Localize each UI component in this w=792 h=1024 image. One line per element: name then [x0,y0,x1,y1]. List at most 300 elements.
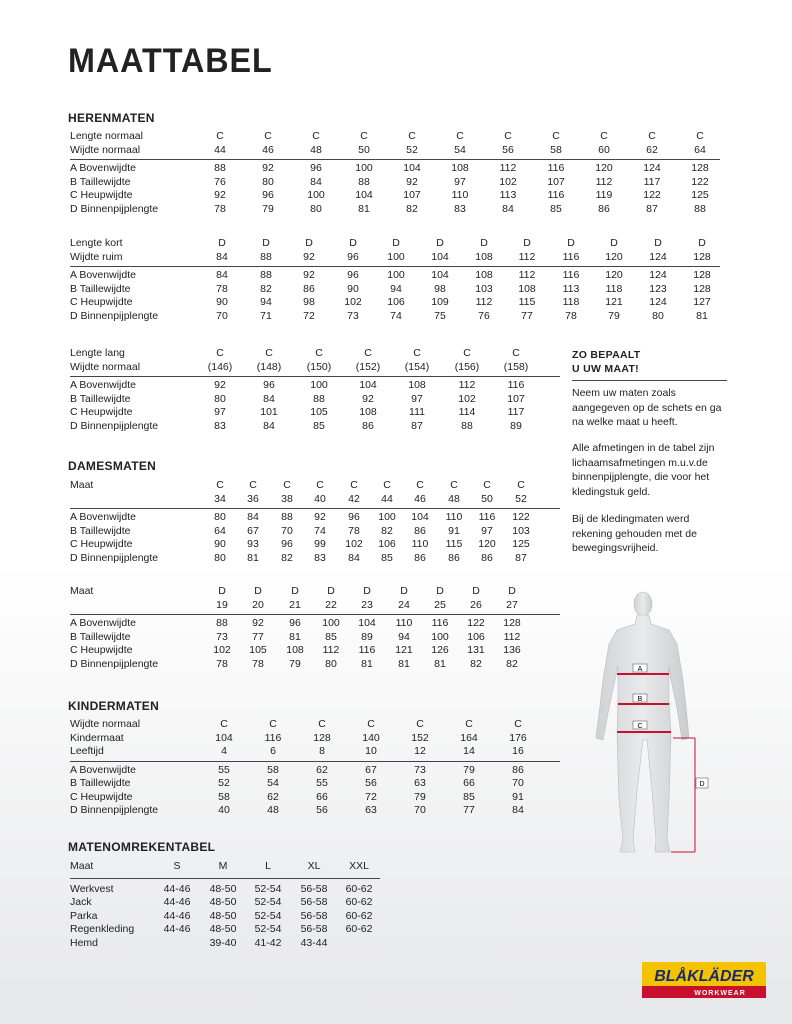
table-cell: 60-62 [345,909,373,922]
table-cell: 96 [347,250,359,263]
table-cell: 96 [347,269,359,281]
table-cell: 85 [325,630,337,643]
table-cell: 6 [270,745,276,757]
table-cell: 116 [431,617,449,629]
table-cell: 80 [310,202,322,215]
table-dames-c [70,479,560,565]
table-cell: 100 [355,162,373,174]
header-row [70,718,560,732]
table-cell: 79 [608,309,620,322]
sidebar-paragraph-2: Alle afmetingen in de tabel zijn lichaamsafmetingen m.u.v.de binnenpijplengte, die voor het kledingstuk geld. [572,442,715,498]
table-cell: 91 [512,790,524,803]
table-cell: 115 [518,296,536,308]
table-cell: 72 [303,309,315,322]
header-row [70,860,380,874]
table-cell: 122 [643,189,661,201]
table-cell: 88 [260,250,272,263]
table-cell: 89 [510,419,522,432]
table-cell: 80 [652,309,664,322]
row-label: Hemd [70,936,99,949]
table-cell: 100 [322,617,340,629]
table-cell: 93 [247,538,259,550]
table-cell: 67 [247,524,259,537]
table-cell: 83 [454,202,466,215]
table-cell: 102 [458,392,476,405]
table-cell: 80 [214,511,226,523]
logo-sub: WORKWEAR [694,990,746,997]
table-cell: C [465,718,473,730]
row-label: C Heupwijdte [70,538,133,550]
table-row [70,883,380,897]
table-cell: 84 [348,551,360,564]
table-cell: (146) [207,360,233,373]
table-cell: C [483,479,491,491]
table-cell: 116 [562,269,580,281]
table-cell: 112 [595,175,613,188]
table-cell: 96 [263,379,275,391]
row-label: Maat [70,479,94,491]
table-cell: 122 [691,175,709,188]
table-cell: 116 [358,644,376,656]
header-row [70,251,720,265]
table-row [70,552,560,566]
header-row [70,479,560,493]
table-cell: 122 [467,617,485,629]
table-row [70,923,380,937]
table-cell: 110 [395,617,413,629]
table-cell: 84 [263,392,275,405]
table-cell: 44 [214,143,226,156]
table-cell: 108 [475,250,493,263]
table-cell: 118 [562,296,580,308]
row-label: Lengte kort [70,237,123,249]
logo-name: BLÅKLÄDER [654,968,754,985]
table-cell: 91 [448,524,460,537]
table-cell: 89 [361,630,373,643]
table-cell: 70 [216,309,228,322]
measure-label-a: A [637,666,643,673]
table-cell: 16 [512,745,524,757]
table-cell: 84 [216,250,228,263]
table-cell: 84 [502,202,514,215]
table-cell: 40 [218,804,230,816]
table-cell: 128 [313,731,331,744]
table-cell: C [318,718,326,730]
table-cell: 118 [605,282,623,295]
table-cell: 8 [319,745,325,757]
header-row [70,361,560,375]
table-cell: C [648,130,656,142]
table-cell: 140 [362,731,380,744]
table-cell: 78 [214,202,226,215]
table-cell: 82 [506,657,518,670]
table-cell: 108 [408,379,426,391]
row-label: Kindermaat [70,731,124,744]
table-row [70,283,720,297]
table-cell: 90 [216,296,228,308]
table-cell: 104 [431,250,449,263]
table-cell: 82 [281,551,293,564]
table-row [70,937,380,951]
table-cell: 104 [358,617,376,629]
table-cell: 40 [314,492,326,505]
table-cell: 79 [414,790,426,803]
table-cell: 56-58 [300,923,328,935]
table-cell: 79 [463,763,475,776]
row-label: D Binnenpijplengte [70,202,159,215]
table-cell: 120 [478,538,496,550]
table-cell: 75 [434,309,446,322]
table-row [70,296,720,310]
table-cell: 42 [348,492,360,505]
table-cell: 81 [358,202,370,215]
table-cell: 92 [314,511,326,523]
table-cell: 76 [478,309,490,322]
table-cell: 86 [481,551,493,564]
table-cell: 56-58 [300,896,328,908]
table-rule [70,508,560,509]
table-cell: C [552,130,560,142]
page-title: MAATTABEL [68,42,273,80]
table-cell: D [327,585,335,597]
table-cell: 104 [355,189,373,201]
table-cell: 86 [448,551,460,564]
table-cell: 125 [512,538,530,550]
row-label: Wijdte normaal [70,143,141,156]
table-cell: 92 [252,617,264,629]
header-row [70,599,560,613]
table-cell: 86 [414,524,426,537]
row-label: Jack [70,896,92,908]
table-cell: 110 [445,511,463,523]
table-cell: 70 [281,524,293,537]
table-cell: 52 [406,143,418,156]
table-cell: 92 [214,379,226,391]
table-cell: 52-54 [254,923,282,935]
table-cell: 96 [310,162,322,174]
table-cell: C [463,347,471,359]
table-cell: 96 [262,189,274,201]
table-cell: 107 [403,189,421,201]
table-row [70,393,560,407]
row-label: D Binnenpijplengte [70,419,159,432]
sidebar-heading-line1: ZO BEPAALT [572,349,641,361]
table-cell: D [480,237,488,249]
table-cell: 56-58 [300,909,328,922]
header-row [70,493,560,507]
measure-label-c: C [637,723,643,730]
section-title-damesmaten: DAMESMATEN [68,459,157,473]
section-title-herenmaten: HERENMATEN [68,111,155,125]
header-row [70,237,720,251]
table-cell: 46 [414,492,426,505]
row-label: Wijdte ruim [70,250,123,263]
table-cell: 116 [547,189,565,201]
sidebar-paragraph-1: Neem uw maten zoals aangegeven op de schets en ga na welke maat u heeft. [572,387,722,428]
table-cell: 77 [252,630,264,643]
table-cell: 55 [316,777,328,789]
table-cell: 99 [314,538,326,550]
table-cell: 112 [499,162,517,174]
sidebar-paragraph-3: Bij de kledingmaten werd rekening gehouden met de bewegingsvrijheid. [572,513,697,554]
row-label: B Taillewijdte [70,524,131,537]
row-label: D Binnenpijplengte [70,551,159,564]
table-cell: 97 [454,175,466,188]
table-cell: 96 [281,538,293,550]
table-cell: 108 [518,282,536,295]
table-cell: D [508,585,516,597]
row-label: A Bovenwijdte [70,269,136,281]
row-label: Maat [70,585,94,597]
measure-label-d: D [699,781,705,788]
table-cell: 70 [512,777,524,789]
header-row [70,130,720,144]
table-cell: 120 [605,269,623,281]
table-row [70,538,560,552]
table-cell: 84 [310,175,322,188]
table-cell: 81 [398,657,410,670]
table-cell: 73 [414,763,426,776]
table-cell: D [610,237,618,249]
table-cell: 90 [347,282,359,295]
table-cell: 90 [214,538,226,550]
sidebar-heading-line2: U UW MAAT! [572,363,639,375]
table-cell: 62 [316,763,328,776]
table-cell: 82 [470,657,482,670]
table-row [70,420,560,434]
table-cell: 60 [598,143,610,156]
table-cell: 115 [445,538,463,550]
table-cell: 80 [214,392,226,405]
table-cell: C [283,479,291,491]
table-cell: 87 [515,551,527,564]
table-cell: 104 [359,379,377,391]
row-label: Wijdte normaal [70,718,141,730]
table-cell: 80 [325,657,337,670]
table-cell: 128 [693,282,711,295]
table-cell: 94 [398,630,410,643]
table-cell: 102 [499,175,517,188]
table-cell: 88 [216,617,228,629]
table-kinder [70,718,560,818]
table-cell: 81 [361,657,373,670]
table-cell: 82 [406,202,418,215]
table-cell: C [360,130,368,142]
table-cell: C [514,718,522,730]
table-row [70,764,560,778]
table-cell: C [312,130,320,142]
table-cell: C [265,347,273,359]
section-title-matenomrekentabel: MATENOMREKENTABEL [68,840,216,854]
table-cell: 38 [281,492,293,505]
table-cell: 80 [214,551,226,564]
table-cell: (158) [503,360,529,373]
table-cell: 105 [310,406,328,418]
table-cell: 88 [694,202,706,215]
table-cell: 127 [693,296,711,308]
table-cell: 128 [503,617,521,629]
table-cell: 24 [398,598,410,611]
table-row [70,910,380,924]
table-cell: 52 [218,777,230,789]
table-omreken [70,860,380,950]
table-cell: 121 [605,296,623,308]
table-cell: D [436,585,444,597]
row-label: A Bovenwijdte [70,763,136,776]
table-cell: 87 [646,202,658,215]
table-cell: 104 [215,731,233,744]
table-cell: 119 [595,189,613,201]
table-cell: 74 [314,524,326,537]
table-cell: 66 [463,777,475,789]
table-cell: 84 [263,419,275,432]
table-cell: 110 [411,538,429,550]
table-cell: 27 [506,598,518,611]
table-cell: D [472,585,480,597]
table-cell: 103 [512,524,530,537]
table-cell: 100 [431,630,449,643]
table-cell: 120 [595,162,613,174]
table-cell: 100 [378,511,396,523]
table-cell: 82 [260,282,272,295]
table-cell: 58 [218,790,230,803]
table-row [70,658,560,672]
header-row [70,732,560,746]
table-cell: 52 [515,492,527,505]
table-cell: 86 [362,419,374,432]
table-cell: S [173,860,181,872]
section-title-kindermaten: KINDERMATEN [68,699,160,713]
table-cell: 85 [381,551,393,564]
table-cell: 74 [390,309,402,322]
row-label: Leeftijd [70,745,104,757]
table-cell: 81 [696,309,708,322]
table-cell: 12 [414,745,426,757]
table-cell: 116 [507,379,525,391]
table-cell: C [416,718,424,730]
table-cell: 176 [509,731,527,744]
table-cell: 64 [214,524,226,537]
table-cell: D [291,585,299,597]
table-cell: 78 [216,657,228,670]
table-row [70,631,560,645]
header-row [70,347,560,361]
table-row [70,203,720,217]
table-cell: 62 [267,790,279,803]
table-cell: 81 [247,551,259,564]
table-cell: 116 [562,250,580,263]
header-row [70,144,720,158]
table-cell: 56-58 [300,882,328,895]
table-cell: 56 [502,143,514,156]
table-cell: M [218,860,228,872]
table-cell: 113 [499,189,517,201]
table-cell: C [220,718,228,730]
table-cell: C [512,347,520,359]
table-cell: D [305,237,313,249]
table-cell: (156) [454,360,480,373]
table-cell: 71 [260,309,272,322]
table-cell: D [262,237,270,249]
table-cell: 52-54 [254,909,282,922]
table-cell: 44-46 [163,909,191,922]
table-cell: 112 [518,250,536,263]
table-cell: 88 [358,175,370,188]
table-cell: 44-46 [163,923,191,935]
row-label: Lengte normaal [70,130,143,142]
table-row [70,644,560,658]
table-cell: 62 [646,143,658,156]
table-cell: 80 [262,175,274,188]
table-cell: 123 [649,282,667,295]
table-cell: 81 [434,657,446,670]
body-measurement-figure [585,590,735,860]
table-cell: 111 [409,406,425,418]
table-cell: 22 [325,598,337,611]
table-cell: 46 [262,143,274,156]
table-rule [70,376,560,377]
table-cell: 54 [454,143,466,156]
row-label: B Taillewijdte [70,175,131,188]
table-cell: 124 [649,250,667,263]
table-cell: 104 [403,162,421,174]
table-cell: 26 [470,598,482,611]
table-cell: 92 [303,250,315,263]
table-cell: C [264,130,272,142]
table-cell: 48 [448,492,460,505]
table-cell: 58 [267,763,279,776]
table-cell: 67 [365,763,377,776]
table-cell: C [517,479,525,491]
table-cell: D [400,585,408,597]
table-cell: 97 [481,524,493,537]
table-row [70,896,380,910]
table-cell: 83 [314,551,326,564]
blaklader-logo [640,958,768,1002]
table-cell: 34 [214,492,226,505]
table-cell: 88 [313,392,325,405]
table-row [70,176,720,190]
table-cell: 44-46 [163,882,191,895]
table-cell: 86 [303,282,315,295]
table-dames-d [70,585,560,671]
table-cell: 72 [365,790,377,803]
table-cell: C [383,479,391,491]
table-cell: 81 [289,630,301,643]
table-cell: C [456,130,464,142]
table-cell: 103 [475,282,493,295]
table-cell: 48-50 [209,896,237,908]
table-cell: 97 [411,392,423,405]
table-cell: 101 [260,406,278,418]
table-cell: 50 [481,492,493,505]
table-rule [70,761,560,762]
table-cell: 52-54 [254,896,282,908]
table-cell: 56 [316,804,328,816]
row-label: D Binnenpijplengte [70,804,159,816]
table-row [70,525,560,539]
table-cell: 98 [434,282,446,295]
row-label: A Bovenwijdte [70,162,136,174]
table-cell: 102 [345,538,363,550]
table-cell: 128 [691,162,709,174]
table-cell: 73 [347,309,359,322]
table-cell: 106 [387,296,405,308]
table-cell: 88 [260,269,272,281]
table-cell: 108 [286,644,304,656]
table-cell: 126 [431,644,449,656]
table-cell: 107 [547,175,565,188]
